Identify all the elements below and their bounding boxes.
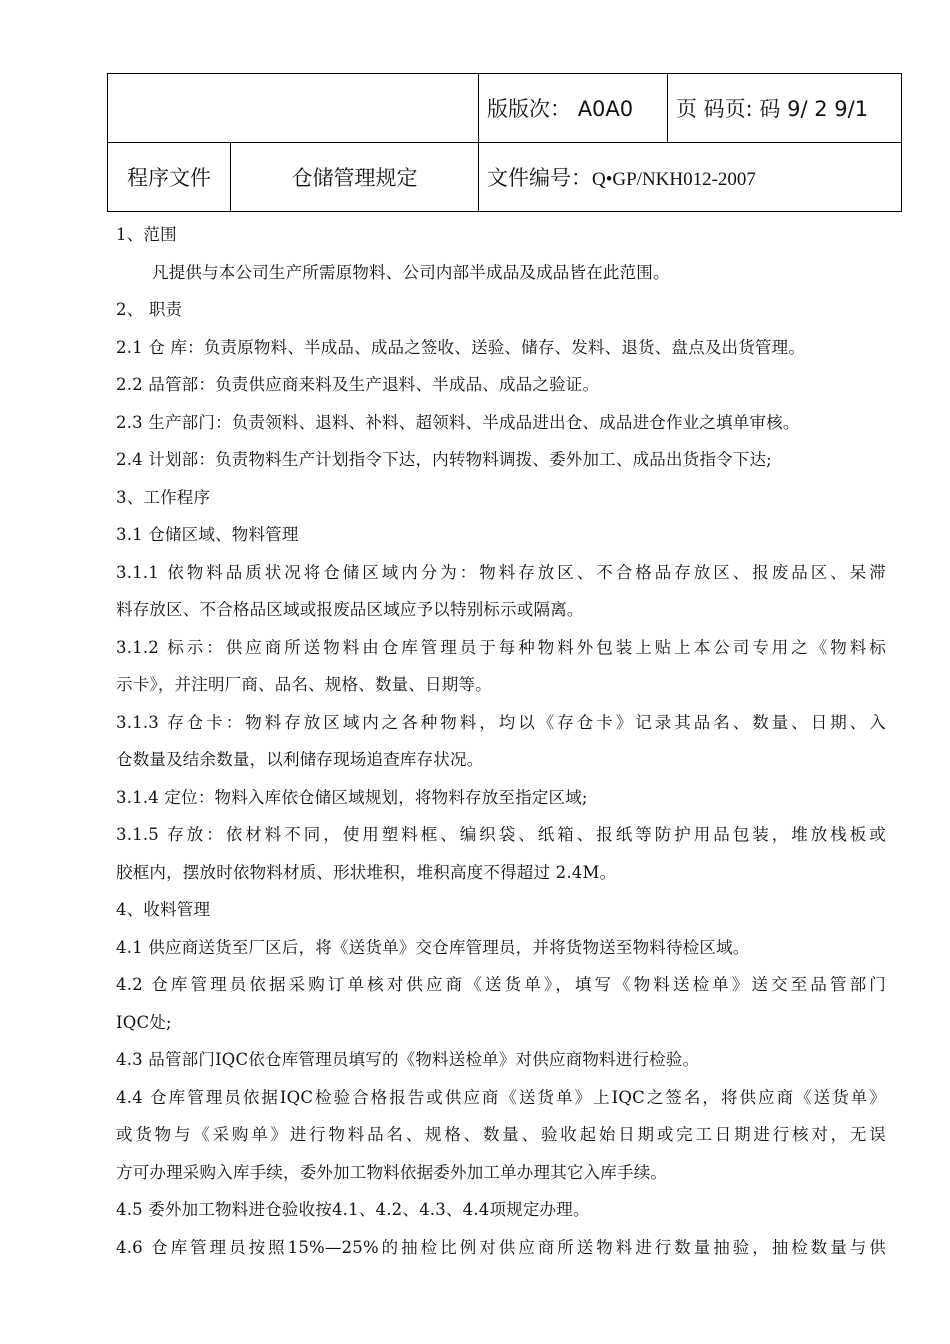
paragraph-line: 2.3 生产部门：负责领料、退料、补料、超领料、半成品进出仓、成品进仓作业之填单审核。	[116, 412, 800, 432]
paragraph-line: 凡提供与本公司生产所需原物料、公司内部半成品及成品皆在此范围。	[152, 262, 670, 282]
paragraph-line: 3.1.3 存仓卡：物料存放区域内之各种物料，均以《存仓卡》记录其品名、数量、日期、入	[116, 712, 886, 732]
doc-type-cell	[108, 143, 231, 212]
paragraph-line: 2.2 品管部：负责供应商来料及生产退料、半成品、成品之验证。	[116, 375, 600, 394]
paragraph-line: 仓数量及结余数量，以利储存现场追查库存状况。	[116, 750, 484, 769]
paragraph-line: 4.2 仓库管理员依据采购订单核对供应商《送货单》，填写《物料送检单》送交至品管部门	[116, 975, 886, 994]
doc-title-cell	[231, 143, 479, 212]
doc-number-value: Q•GP/NKH012-2007	[592, 169, 756, 190]
doc-title: 仓储管理规定	[291, 166, 418, 190]
paragraph-line: 料存放区、不合格品区域或报废品区域应予以特别标示或隔离。	[116, 600, 584, 619]
paragraph-line: 3.1.5 存放：依材料不同，使用塑料框、编织袋、纸箱、报纸等防护用品包装，堆放栈板或	[116, 825, 886, 844]
paragraph-line: 4.6 仓库管理员按照15%—25%的抽检比例对供应商所送物料进行数量抽验，抽检数量与供	[116, 1237, 886, 1257]
doc-type: 程序文件	[127, 166, 211, 190]
page-number-cell	[668, 74, 902, 143]
paragraph-line: 4.1 供应商送货至厂区后，将《送货单》交仓库管理员，并将货物送至物料待检区域。	[116, 937, 750, 957]
header-row-1	[108, 74, 902, 143]
paragraph-line: 4.5 委外加工物料进仓验收按4.1、4.2、4.3、4.4项规定办理。	[116, 1200, 590, 1219]
header-row-2	[108, 143, 902, 212]
page-value: 9/ 2 9/1	[787, 97, 869, 121]
subsection-heading: 3.1 仓储区域、物料管理	[116, 525, 299, 544]
section-heading: 3、工作程序	[116, 487, 211, 507]
paragraph-line: 3.1.1 依物料品质状况将仓储区域内分为：物料存放区、不合格品存放区、报废品区、呆滞	[116, 562, 886, 582]
section-heading: 1、范围	[116, 225, 177, 244]
document-header-table	[107, 73, 902, 212]
paragraph-line: 4.4 仓库管理员依据IQC检验合格报告或供应商《送货单》上IQC之签名，将供应商《送货单》	[116, 1087, 886, 1107]
doc-number-label: 文件编号：	[487, 166, 592, 190]
paragraph-line: 3.1.2 标示：供应商所送物料由仓库管理员于每种物料外包装上贴上本公司专用之《物料标	[116, 637, 886, 657]
paragraph-line: 或货物与《采购单》进行物料品名、规格、数量、验收起始日期或完工日期进行核对，无误	[116, 1125, 886, 1144]
section-heading: 2、 职责	[116, 300, 183, 319]
header-blank-cell	[108, 74, 479, 143]
paragraph-line: 3.1.4 定位：物料入库依仓储区域规划，将物料存放至指定区域;	[116, 787, 588, 807]
page-label: 页 码页: 码	[676, 97, 781, 121]
doc-number-cell	[479, 143, 902, 212]
paragraph-line: 4.3 品管部门IQC依仓库管理员填写的《物料送检单》对供应商物料进行检验。	[116, 1050, 700, 1069]
paragraph-line: 示卡》，并注明厂商、品名、规格、数量、日期等。	[116, 675, 492, 694]
document-body	[116, 216, 886, 1266]
version-cell	[479, 74, 668, 143]
section-heading: 4、收料管理	[116, 900, 211, 919]
version-label: 版版次：	[487, 97, 571, 121]
paragraph-line: IQC处;	[116, 1012, 172, 1032]
paragraph-line: 方可办理采购入库手续，委外加工物料依据委外加工单办理其它入库手续。	[116, 1162, 668, 1182]
paragraph-line: 胶框内，摆放时依物料材质、形状堆积，堆积高度不得超过 2.4M。	[116, 862, 617, 882]
version-value: A0A0	[577, 97, 634, 121]
paragraph-line: 2.1 仓 库：负责原物料、半成品、成品之签收、送验、储存、发料、退货、盘点及出货管理。	[116, 337, 806, 357]
paragraph-line: 2.4 计划部：负责物料生产计划指令下达，内转物料调拨、委外加工、成品出货指令下达;	[116, 450, 772, 469]
